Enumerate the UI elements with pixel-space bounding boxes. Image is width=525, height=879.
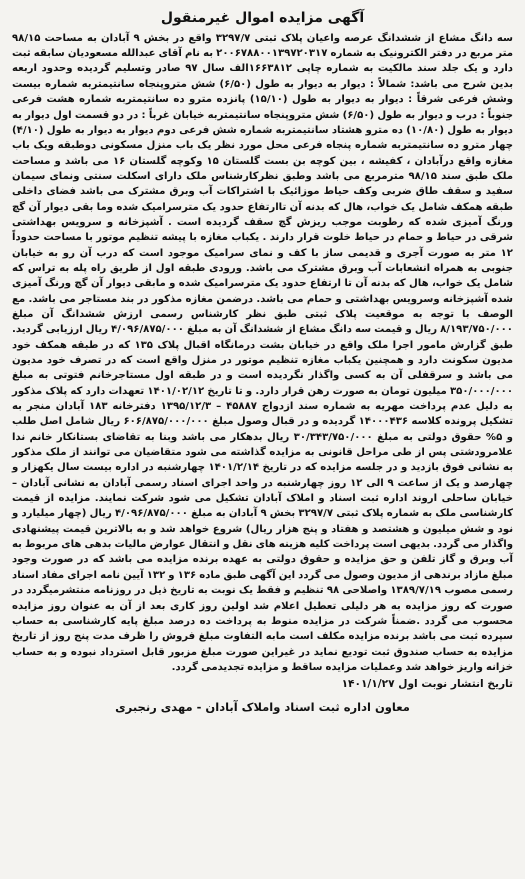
signature: معاون اداره ثبت اسناد واملاک آبادان - مهدی رنجبری: [115, 700, 410, 715]
notice-title: آگهی مزایده اموال غیرمنقول: [160, 10, 365, 26]
publication-date: تاریخ انتشار نوبت اول ۱۴۰۱/۱/۲۷: [341, 678, 513, 691]
notice-body: سه دانگ مشاع از ششدانگ عرصه واعیان پلاک ثبتی ۳۲۹۷/۷ واقع در بخش ۹ آبادان به مساحت ۹۸/۱۵ متر مربع در دفتر الکترونیک به شماره ۲۰۰۶۷۸۸۰۰۱۳۹۷۲۰۳۱۷ به نام آقای عبدالله مسعودیان سابقه ثبت دارد و یک جلد سند مالکیت به شماره چاپی ۱۶۶۳۸۱۲الف سال ۹۷ صادر وتسلیم گردیده وحدود اربعه بدین شرح می باشد: شمالاً : دیوار به دیوار به طول (۶/۵۰) شش متروپنجاه سانتیمتربه شماره بیست وشش فرعی شرقاً : دیوار به دیوار به طول (۱۵/۱۰) پانزده مترو ده سانتیمتربه شماره هشت فرعی جنوباً : درب و دیوار به طول (۶/۵۰) شش متروپنجاه سانتیمتربه خیابان غرباً : در دو قسمت اول دیوار به دیوار به طول (۱۰/۸۰) ده مترو هشتاد سانتیمتربه شماره شش فرعی دوم دیوار به دیوار به طول (۴/۱۰) چهار مترو ده سانتیمتربه شماره پنجاه فرعی محل مورد نظر یک باب منزل مسکونی دوطبقه ویک باب مغازه واقع درآبادان ، کفیشه ، بین کوچه بن بست گلستان ۱۵ وکوچه گلستان ۱۶ می باشد و مساحت ملک طبق سند ۹۸/۱۵ مترمربع می باشد وطبق نظرکارشناس ملک دارای اسکلت سنتی ونمای سیمان سفید و سقف طاق ضربی وکف حیاط موزائیک با اشتراکات آب وبرق مشترک می باشد فضای داخلی طبقه همکف شامل یک خواب، هال که بدنه آن تاارتفاع حدود یک مترسرامیک شده وما بقی دیوار آن گچ ورنگ آمیزی شده که رطوبت موجب ریزش گچ سقف گردیده است . آشپزخانه و سرویس بهداشتی شرقی در حیاط و حمام در حیاط خلوت قرار دارند . یکباب مغازه با پیشه تنظیم موتور با مساحت حدوداً ۱۲ متر به صورت آجری و قدیمی ساز با کف و نمای سرامیک موجود است که درب آن رو به خیابان جنوبی به همراه انشعابات آب وبرق مشترک می باشد. ورودی طبقه اول از طریق راه پله به تراس که شامل یک خواب، هال که بدنه آن تا ارتفاع حدود یک مترسرامیک شده و مابقی دیوار آن گچ ورنگ آمیزی شده آشپزخانه وسرویس بهداشتی و حمام می باشد. درضمن مغازه مذکور در بند مستاجر می باشد. مع الوصف با توجه به موقعیت پلاک ثبتی طبق نظر کارشناس رسمی ارزش ششدانگ آن مبلغ ۸/۱۹۳/۷۵۰/۰۰۰ ریال و قیمت سه دانگ مشاع از ششدانگ آن به مبلغ ۴/۰۹۶/۸۷۵/۰۰۰ ریال ارزیابی گردید. طبق گزارش مامور اجرا ملک واقع در خیابان بشت درمانگاه اقبال پلاک ۱۳۵ که در طبقه همکف خود مدیون سکونت دارد و همچنین یکباب مغازه تنظیم موتور در منزل واقع است که در تصرف خود مدیون می باشد و سرقفلی آن به کسی واگذار نگردیده است و در طبقه اول مستاجرخانم فتوتی به مبلغ ۳۵۰/۰۰۰/۰۰۰ میلیون تومان به صورت رهن قرار دارد. و تا تاریخ ۱۴۰۱/۰۲/۱۲ تعهدات دارد که پلاک مذکور به دلیل عدم پرداخت مهریه به شماره سند ازدواج ۴۵۸۸۷ – ۱۳۹۵/۱۲/۳ دفترخانه ۱۸۳ آبادان منجر به تشکیل پرونده کلاسه ۱۴۰۰۰۴۳۶ گردیده و در قبال وصول مبلغ ۶۰۶/۸۷۵/۰۰۰/۰۰۰ ریال شامل اصل طلب و ۵% حقوق دولتی به مبلغ ۳۰/۳۴۳/۷۵۰/۰۰۰ ریال بدهکار می باشد وبنا به تقاضای بستانکار خانم ندا علامرودشتی پس از طی مراحل قانونی به مزایده گذاشته می شود متقاضیان می توانند از ملک مذکور به نشانی فوق بازدید و در جلسه مزایده که در تاریخ ۱۴۰۱/۲/۱۴ چهارشنبه در اداره بیست سال یکهزار و چهارصد و یک از ساعت ۹ الی ۱۲ روز چهارشنبه در واحد اجرای اسناد رسمی آبادان به نشانی آبادان – خیابان ساحلی اروند اداره ثبت اسناد و املاک آبادان تشکیل می شود شرکت نمایند. مزایده از قیمت کارشناسی ملک به شماره پلاک ثبتی ۳۲۹۷/۷ بخش ۹ آبادان به مبلغ ۴/۰۹۶/۸۷۵/۰۰۰ ریال (چهار میلیارد و نود و شش میلیون و هشتصد و هفتاد و پنج هزار ریال) شروع خواهد شد و به بالاترین قیمت پیشنهادی واگذار می گردد. بدیهی است پرداخت کلیه هزینه های نقل و انتقال عوارض مالیات بدهی های مربوط به آب وبرق و گاز تلفن و حق مزایده و حقوق دولتی به عهده برنده مزایده می باشد که در صورت وجود مبلغ مازاد برندهی از مدیون وصول می گردد این آگهی طبق ماده ۱۳۶ و ۱۳۲ آیین نامه اجرای مفاد اسناد رسمی مصوب ۱۳۸۹/۷/۱۹ واصلاحی ۹۸ تنظیم و فقط یک نوبت به تاریخ ذیل در روزنامه منتشرمیگردد در صورت که روز مزایده به هر دلیلی تعطیل اعلام شد اولین روز کاری بعد از آن به عنوان روز مزایده محسوب می گردد .ضمناً شرکت در مزایده منوط به پرداخت ده درصد مبلغ پایه کارشناسی به حساب سپرده ثبت می باشد برنده مزایده مکلف است مابه التفاوت مبلغ فروش را ظرف مدت پنج روز از تاریخ مزایده به حساب صندوق ثبت تودیع نماید در غیراین صورت مبلغ مزبور قابل استرداد نبوده و به حساب خزانه واریز خواهد شد وعملیات مزایده ساقط و مزایده تجدیدمی گردد.: [12, 32, 514, 673]
